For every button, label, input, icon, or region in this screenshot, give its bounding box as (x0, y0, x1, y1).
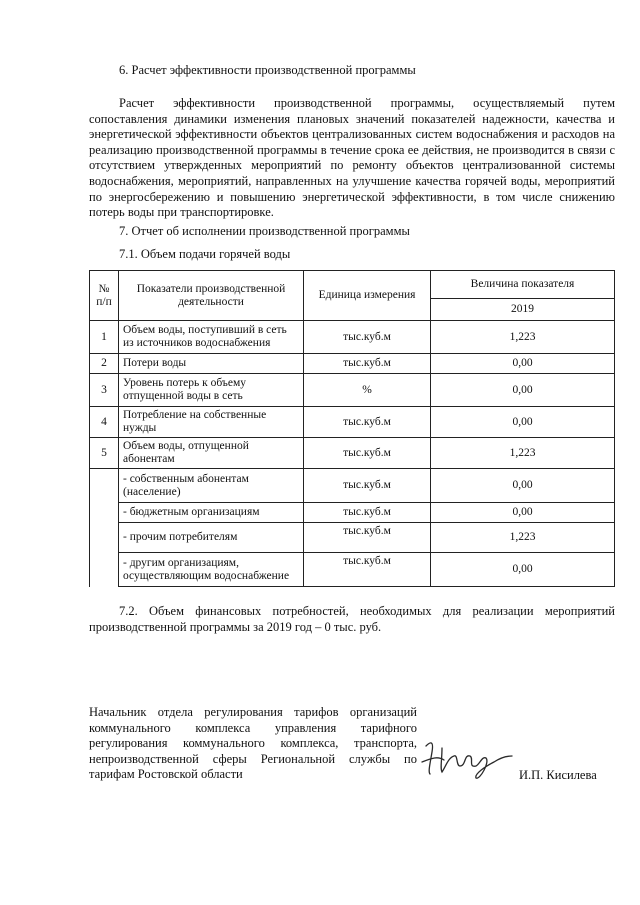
header-num: № п/п (90, 271, 119, 321)
section-7-1-heading: 7.1. Объем подачи горячей воды (119, 247, 291, 261)
row-value: 0,00 (431, 503, 615, 523)
row-value: 0,00 (431, 553, 615, 587)
row-indicator: - бюджетным организациям (119, 503, 304, 523)
table-body (90, 321, 615, 587)
row-value: 0,00 (431, 469, 615, 503)
row-unit: % (304, 374, 431, 407)
signatory-name: И.П. Кисилева (519, 768, 597, 782)
table-row (90, 438, 615, 469)
row-indicator: Объем воды, поступивший в сеть из источников водоснабжения (119, 321, 304, 354)
table-row (90, 374, 615, 407)
table-row (90, 469, 615, 503)
row-unit: тыс.куб.м (304, 503, 431, 523)
header-indicator: Показатели производственной деятельности (119, 271, 304, 321)
header-year: 2019 (431, 299, 615, 321)
section-6-body: Расчет эффективности производственной программы, осуществляемый путем сопоставления динамики изменения плановых значений показателей надежности, качества и энергетической эффективности объектов централизованных систем водоснабжения и расходов на реализацию производственной программы в течение срока ее действия, не производится в связи с отсутствием утвержденных мероприятий по ремонту объектов централизованной системы водоснабжения, мероприятий, направленных на улучшение качества горячей воды, мероприятий по энергосбережению и повышению энергетической эффективности, в том числе снижению потерь воды при транспортировке. (89, 96, 615, 220)
row-indicator: - собственным абонентам (население) (119, 469, 304, 503)
row-number (90, 523, 119, 553)
row-value: 1,223 (431, 438, 615, 469)
row-number: 3 (90, 374, 119, 407)
table-row (90, 553, 615, 587)
row-unit: тыс.куб.м (304, 553, 431, 587)
section-7-2-text: 7.2. Объем финансовых потребностей, необходимых для реализации мероприятий производственной программы за 2019 год – 0 тыс. руб. (89, 604, 615, 634)
row-unit: тыс.куб.м (304, 407, 431, 438)
row-unit: тыс.куб.м (304, 438, 431, 469)
row-unit: тыс.куб.м (304, 354, 431, 374)
row-indicator: Потери воды (119, 354, 304, 374)
row-value: 0,00 (431, 354, 615, 374)
section-6-heading: 6. Расчет эффективности производственной программы (119, 63, 416, 77)
hot-water-supply-table (89, 270, 615, 587)
row-indicator: - прочим потребителям (119, 523, 304, 553)
row-indicator: - другим организациям, осуществляющим водоснабжение (119, 553, 304, 587)
row-number (90, 553, 119, 587)
row-indicator: Потребление на собственные нужды (119, 407, 304, 438)
header-unit: Единица измерения (304, 271, 431, 321)
row-value: 1,223 (431, 321, 615, 354)
table-row (90, 503, 615, 523)
table-row (90, 523, 615, 553)
table-row (90, 354, 615, 374)
row-number: 4 (90, 407, 119, 438)
row-unit: тыс.куб.м (304, 321, 431, 354)
row-indicator: Объем воды, отпущенной абонентам (119, 438, 304, 469)
row-unit: тыс.куб.м (304, 469, 431, 503)
table-row (90, 407, 615, 438)
row-number: 5 (90, 438, 119, 469)
row-unit: тыс.куб.м (304, 523, 431, 553)
header-value: Величина показателя (431, 271, 615, 299)
row-number (90, 469, 119, 503)
table-row (90, 321, 615, 354)
row-number (90, 503, 119, 523)
row-value: 0,00 (431, 374, 615, 407)
row-value: 1,223 (431, 523, 615, 553)
row-number: 2 (90, 354, 119, 374)
handwritten-signature (418, 732, 514, 782)
row-number: 1 (90, 321, 119, 354)
row-value: 0,00 (431, 407, 615, 438)
row-indicator: Уровень потерь к объему отпущенной воды в сеть (119, 374, 304, 407)
section-7-heading: 7. Отчет об исполнении производственной программы (119, 224, 410, 238)
signatory-position: Начальник отдела регулирования тарифов организаций коммунального комплекса управления тарифного регулирования коммунального комплекса, транспорта, непроизводственной сферы Региональной службы по тарифам Ростовской области (89, 705, 417, 781)
